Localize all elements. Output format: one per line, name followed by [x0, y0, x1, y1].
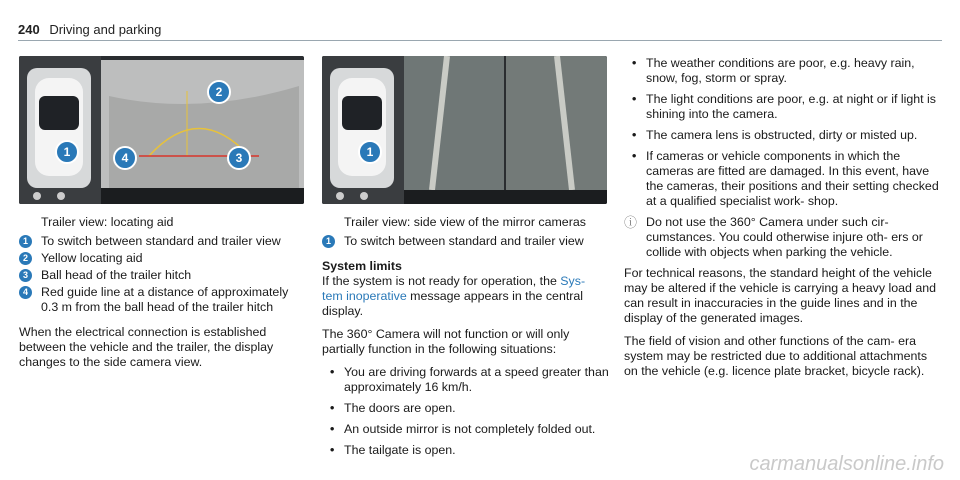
legend-item: 1 To switch between standard and trailer view: [322, 234, 609, 249]
callout-1: 1: [55, 140, 79, 164]
bullet-item: • An outside mirror is not completely folded out.: [322, 422, 609, 437]
legend-item: 1 To switch between standard and trailer view: [19, 234, 306, 249]
bullet-item: • The weather conditions are poor, e.g. heavy rain, snow, fog, storm or spray.: [624, 56, 944, 86]
bullet-item: • You are driving forwards at a speed greater than approximately 16 km/h.: [322, 365, 609, 395]
figure2-caption: Trailer view: side view of the mirror cameras: [344, 215, 586, 229]
column-2: [322, 215, 609, 464]
note-icon: ⓘ: [624, 215, 638, 230]
callout-1: 1: [358, 140, 382, 164]
legend-item: 3 Ball head of the trailer hitch: [19, 268, 306, 283]
body-paragraph: If the system is not ready for operation, the Sys- tem inoperative message appears in the central display.: [322, 274, 586, 318]
callout-3: 3: [227, 146, 251, 170]
body-paragraph: The field of vision and other functions of the cam- era system may be restricted due to additional attachments on the vehicle (e.g. licence plate bracket, bicycle rack).: [624, 334, 928, 378]
bullet-item: • The light conditions are poor, e.g. at night or if light is shining into the camera.: [624, 92, 944, 122]
header-divider: [18, 40, 942, 41]
page-number: 240: [18, 22, 40, 37]
page-header: [18, 22, 161, 37]
column-1: [19, 215, 306, 378]
bullet-item: • The camera lens is obstructed, dirty or misted up.: [624, 128, 944, 143]
body-paragraph: When the electrical connection is established between the vehicle and the trailer, the display changes to the side camera view.: [19, 325, 274, 369]
section-heading: System limits: [322, 259, 402, 273]
legend-item: 2 Yellow locating aid: [19, 251, 306, 266]
section-title: Driving and parking: [49, 22, 162, 37]
bullet-item: • If cameras or vehicle components in which the cameras are fitted are damaged. In this event, have the cameras, their positions and their setting checked at a qualified specialist work- shop.: [624, 149, 944, 209]
legend-item: 4 Red guide line at a distance of approximately 0.3 m from the ball head of the trailer hitch: [19, 285, 306, 315]
callout-2: 2: [207, 80, 231, 104]
figure1-caption: Trailer view: locating aid: [41, 215, 174, 229]
note: ⓘ Do not use the 360° Camera under such cir- cumstances. You could otherwise injure oth- ers or collide with objects when parking the vehicle.: [624, 215, 923, 259]
display-message-link[interactable]: Sys- tem inoperative: [322, 274, 586, 303]
bullet-item: • The tailgate is open.: [322, 443, 609, 458]
body-paragraph: The 360° Camera will not function or will only partially function in the following situations:: [322, 327, 570, 356]
callout-4: 4: [113, 146, 137, 170]
mirror-camera-image: [322, 56, 607, 204]
column-3: [624, 56, 944, 387]
body-paragraph: For technical reasons, the standard height of the vehicle may be altered if the vehicle is carrying a heavy load and can result in inaccuracies in the guide lines and in the display of the generated images.: [624, 266, 937, 325]
watermark: carmanualsonline.info: [749, 453, 944, 475]
trailer-view-image: [19, 56, 304, 204]
bullet-item: • The doors are open.: [322, 401, 609, 416]
